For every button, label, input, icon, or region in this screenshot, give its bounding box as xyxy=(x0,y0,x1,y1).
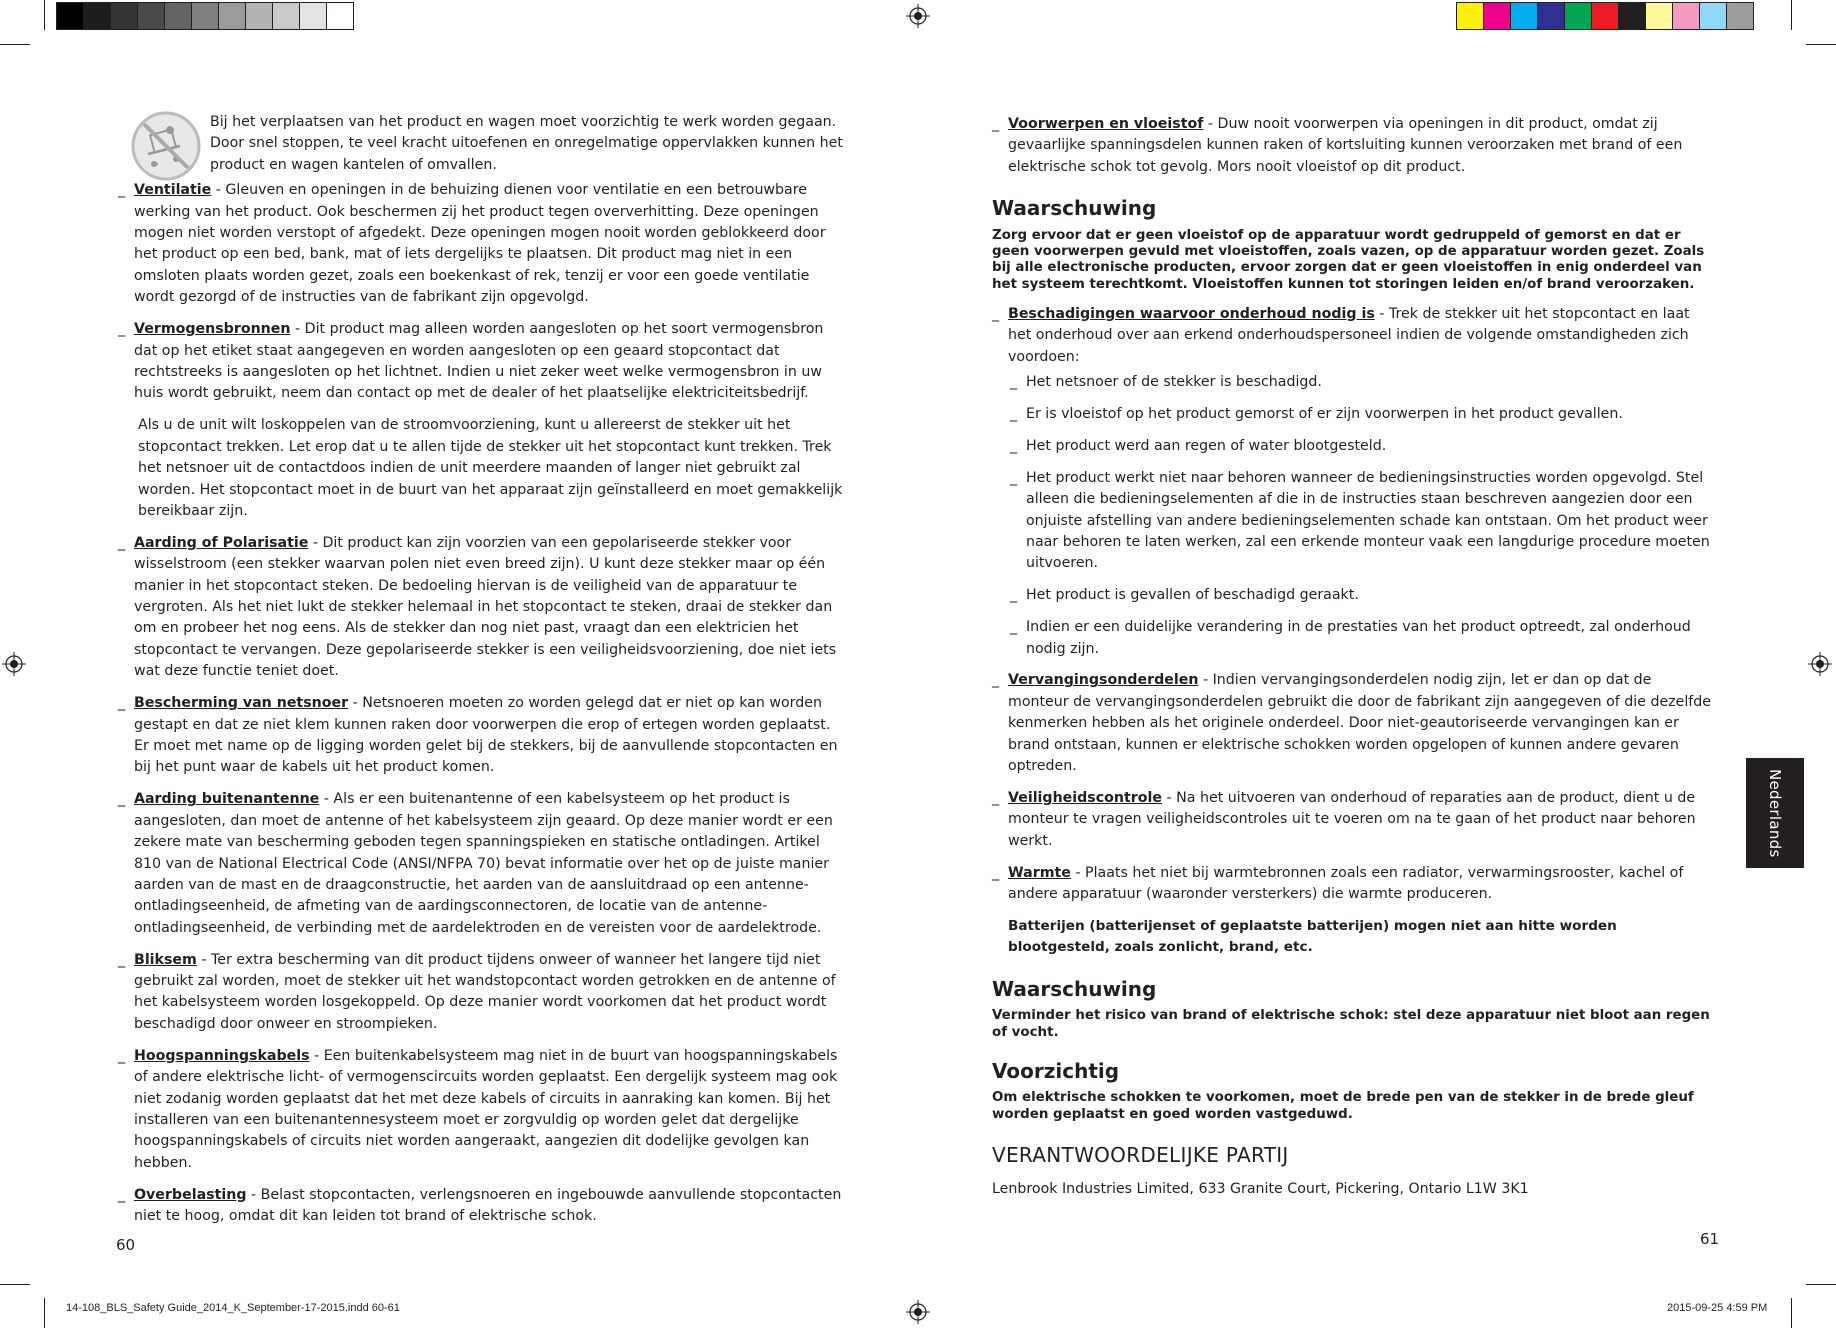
item-text: - Dit product kan zijn voorzien van een gepolariseerde stekker voor wisselstroom (een stekker waarvan polen niet even breed zijn). U kunt deze stekker maar op één manier in het stopcontact steken. De bedoeling hiervan is de veiligheid van de apparatuur te vergroten. Als het niet lukt de stekker helemaal in het stopcontact te steken, draai de stekker dan om en probeer het nog eens. Als de stekker dan nog niet past, vraagt dan een elektricien het stopcontact te vervangen. Deze gepolariseerde stekker is een veiligheidsvoorziening, doe niet iets wat deze functie teniet doet. xyxy=(134,534,837,680)
gray-swatch xyxy=(272,2,300,30)
gray-swatch xyxy=(299,2,327,30)
warning-text: Verminder het risico van brand of elektrische schok: stel deze apparatuur niet bloot aan regen of vocht. xyxy=(992,1008,1710,1040)
color-swatch xyxy=(1726,2,1754,30)
item-term: Aarding buitenantenne xyxy=(134,791,320,808)
item-term: Hoogspanningskabels xyxy=(134,1047,310,1064)
list-item: _ Bliksem - Ter extra bescherming van dit product tijdens onweer of wanneer het langere tijd niet gebruikt zal worden, moet de stekker uit het wandstopcontact worden getrokken en de antenne of het kabelsysteem worden losgekoppeld. Op deze manier wordt voorkomen dat het product wordt beschadigd door onweer en stroompieken. xyxy=(118,951,836,1032)
caution-heading: Voorzichtig xyxy=(992,1059,1120,1084)
gray-swatch xyxy=(164,2,192,30)
sub-list-item: _ Er is vloeistof op het product gemorst of er zijn voorwerpen in het product gevallen. xyxy=(1010,405,1623,422)
item-term: Ventilatie xyxy=(134,182,212,199)
unplug-note: Als u de unit wilt loskoppelen van de stroomvoorziening, kunt u allereerst de stekker uit het stopcontact trekken. Let erop dat u te allen tijde de stekker uit het stopcontact kunt trekken. Trek het netsnoer uit de contactdoos indien de unit meerdere maanden of langer niet gebruikt zal worden. Het stopcontact moet in de buurt van het apparaat zijn geïnstalleerd en moet gemakkelijk bereikbaar zijn. xyxy=(138,417,843,519)
item-term: Warmte xyxy=(1008,864,1071,881)
crop-mark xyxy=(44,1298,45,1328)
sub-list-item: _ Het product werkt niet naar behoren wanneer de bedieningsinstructies worden opgevolgd. Stel alleen die bedieningselementen af die in de instructies staan beschreven aangezien door een onjuiste afstelling van andere bedieningselementen schade kan ontstaan. Om het product weer naar behoren te laten werken, zal een erkende monteur vaak een langdurige procedure moeten uitvoeren. xyxy=(1010,469,1710,572)
gray-swatch xyxy=(83,2,111,30)
sub-list-item: _ Het product werd aan regen of water blootgesteld. xyxy=(1010,437,1387,454)
slug-date: 2015-09-25 4:59 PM xyxy=(1667,1302,1768,1314)
warning-text: Zorg ervoor dat er geen vloeistof op de apparatuur wordt gedruppeld of gemorst en dat er geen voorwerpen gevuld met vloeistoffen, zoals vazen, op de apparatuur worden gezet. Zoals bij alle electronische producten, ervoor zorgen dat er geen vloeistoffen in enig onderdeel van het systeem terechtkomt. Vloeistoffen kunnen tot storingen leiden en/of brand veroorzaken. xyxy=(992,227,1705,292)
gray-swatch xyxy=(56,2,84,30)
color-swatch xyxy=(1537,2,1565,30)
item-term: Overbelasting xyxy=(134,1186,247,1203)
item-text: - Belast stopcontacten, verlengsnoeren en ingebouwde aanvullende stopcontacten niet te hoog, omdat dit kan leiden tot brand of elektrische schok. xyxy=(134,1186,842,1225)
sub-list-item: _ Het product is gevallen of beschadigd geraakt. xyxy=(1010,587,1359,604)
caution-text: Om elektrische schokken te voorkomen, moet de brede pen van de stekker in de brede gleuf worden geplaatst en goed worden vastgeduwd. xyxy=(992,1090,1694,1122)
crop-mark xyxy=(1806,1284,1836,1285)
item-text: - Ter extra bescherming van dit product tijdens onweer of wanneer het langere tijd niet gebruikt zal worden, moet de stekker uit het wandstopcontact worden getrokken en de antenne of het kabelsysteem worden losgekoppeld. Op deze manier wordt voorkomen dat het product wordt beschadigd door onweer en stroompieken. xyxy=(134,951,836,1032)
item-text: - Plaats het niet bij warmtebronnen zoals een radiator, verwarmingsrooster, kachel of andere apparatuur (waaronder versterkers) die warmte produceren. xyxy=(1008,864,1684,903)
list-item: _ Vermogensbronnen - Dit product mag alleen worden aangesloten op het soort vermogensbron dat op het etiket staat aangegeven en worden aangesloten op een geaard stopcontact dat rechtstreeks is aangesloten op het lichtnet. Indien u niet zeker weet welke vermogensbron in uw huis wordt gebruikt, neem dan contact op met de dealer of het plaatselijke elektriciteitsbedrijf. xyxy=(118,321,824,402)
item-term: Bescherming van netsnoer xyxy=(134,695,349,712)
gray-swatch xyxy=(137,2,165,30)
slug-filename: 14-108_BLS_Safety Guide_2014_K_September-17-2015.indd 60-61 xyxy=(66,1302,400,1314)
color-swatch xyxy=(1645,2,1673,30)
list-item: _ Warmte - Plaats het niet bij warmtebronnen zoals een radiator, verwarmingsrooster, kachel of andere apparatuur (waaronder versterkers) die warmte produceren. xyxy=(992,864,1684,903)
list-item: _ Ventilatie - Gleuven en openingen in de behuizing dienen voor ventilatie en een betrouwbare werking van het product. Ook beschermen zij het product tegen oververhitting. Deze openingen mogen niet worden verstopt of afgedekt. Deze openingen mogen nooit worden geblokkeerd door het product op een bed, bank, mat of iets dergelijks te plaatsen. Dit product mag niet in een omsloten plaats worden gezet, zoals een boekenkast of rek, tenzij er voor een goede ventilatie wordt gezorgd of de instructies van de fabrikant zijn opgevolgd. xyxy=(118,182,826,306)
gray-color-bar xyxy=(56,2,353,30)
item-term: Vervangingsonderdelen xyxy=(1008,672,1199,689)
item-text: - Een buitenkabelsysteem mag niet in de buurt van hoogspanningskabels of andere elektrische licht- of vermogenscircuits worden geplaatst. Een dergelijk systeem mag ook niet zodanig worden geplaatst dat het met deze kabels of circuits in aanraking kan komen. Bij het installeren van een buitenantennesysteem moet er zorgvuldig op worden gelet dat dergelijke hoogspanningskabels of circuits niet worden aangeraakt, aangezien dit dodelijke gevolgen kan hebben. xyxy=(134,1047,838,1171)
color-swatch xyxy=(1672,2,1700,30)
warning-heading: Waarschuwing xyxy=(992,196,1157,221)
item-text: - Indien vervangingsonderdelen nodig zijn, let er dan op dat de monteur de vervangingsonderdelen gebruikt die door de fabrikant zijn aangegeven of die dezelfde kenmerken hebben als het originele onderdeel. Door niet-geautoriseerde vervangingen kan er brand ontstaan, kunnen er elektrische schokken worden opgelopen of kunnen andere gevaren optreden. xyxy=(1008,672,1712,775)
responsible-party-address: Lenbrook Industries Limited, 633 Granite Court, Pickering, Ontario L1W 3K1 xyxy=(992,1180,1529,1197)
registration-mark-icon xyxy=(1808,652,1832,676)
gray-swatch xyxy=(245,2,273,30)
color-swatch xyxy=(1618,2,1646,30)
list-item: _ Vervangingsonderdelen - Indien vervangingsonderdelen nodig zijn, let er dan op dat de monteur de vervangingsonderdelen gebruikt die door de fabrikant zijn aangegeven of die dezelfde kenmerken hebben als het originele onderdeel. Door niet-geautoriseerde vervangingen kan er brand ontstaan, kunnen er elektrische schokken worden opgelopen of kunnen andere gevaren optreden. xyxy=(992,672,1712,775)
left-page xyxy=(118,112,843,1238)
item-term: Vermogensbronnen xyxy=(134,321,291,338)
item-term: Veiligheidscontrole xyxy=(1008,789,1163,806)
sub-list-item: _ Het netsnoer of de stekker is beschadigd. xyxy=(1010,373,1322,390)
list-item: _ Bescherming van netsnoer - Netsnoeren moeten zo worden gelegd dat er niet op kan worden gestapt en dat ze niet klem kunnen raken door voorwerpen die erop of ertegen worden geplaatst. Er moet met name op de ligging worden gelet bij de stekkers, bij de aanvullende stopcontacten en bij het punt waar de kabels uit het product komen. xyxy=(118,695,838,776)
item-term: Voorwerpen en vloeistof xyxy=(1008,116,1204,132)
list-item: _ Aarding buitenantenne - Als er een buitenantenne of een kabelsysteem op het product is aangesloten, dan moet de antenne of het kabelsysteem zijn geaard. Op deze manier wordt er een zekere mate van bescherming geboden tegen spanningspieken en statische ontladingen. Artikel 810 van de National Electrical Code (ANSI/NFPA 70) bevat informatie over het op de juiste manier aarden van de mast en de draagconstructie, het aarden van de aansluitdraad op een antenne-ontladingseenheid, de afmeting van de aardingsconnectoren, de locatie van de antenne-ontladingseenheid, de verbinding met de aardelektroden en de vereisten voor de aardelektrode. xyxy=(118,791,833,936)
sub-list-item: _ Indien er een duidelijke verandering in de prestaties van het product optreedt, zal onderhoud nodig zijn. xyxy=(1010,619,1691,657)
item-term: Beschadigingen waarvoor onderhoud nodig is xyxy=(1008,305,1375,322)
color-swatch xyxy=(1456,2,1484,30)
gray-swatch xyxy=(191,2,219,30)
process-color-bar xyxy=(1456,2,1753,30)
list-item: _ Aarding of Polarisatie - Dit product kan zijn voorzien van een gepolariseerde stekker voor wisselstroom (een stekker waarvan polen niet even breed zijn). U kunt deze stekker maar op één manier in het stopcontact steken. De bedoeling hiervan is de veiligheid van de apparatuur te vergroten. Als het niet lukt de stekker helemaal in het stopcontact te steken, draai de stekker dan om en probeer het nog eens. Als de stekker dan nog niet past, vraagt dan een elektricien het stopcontact te vervangen. Deze gepolariseerde stekker is een veiligheidsvoorziening, doe niet iets wat deze functie teniet doet. xyxy=(118,534,837,680)
item-text: - Dit product mag alleen worden aangesloten op het soort vermogensbron dat op het etiket staat aangegeven en worden aangesloten op een geaard stopcontact dat rechtstreeks is aangesloten op het lichtnet. Indien u niet zeker weet welke vermogensbron in uw huis wordt gebruikt, neem dan contact op met de dealer of het plaatselijke elektriciteitsbedrijf. xyxy=(134,321,824,402)
gray-swatch xyxy=(326,2,354,30)
crop-mark xyxy=(0,44,30,45)
gray-swatch xyxy=(218,2,246,30)
gray-swatch xyxy=(110,2,138,30)
registration-mark-icon xyxy=(906,4,930,28)
item-text: - Na het uitvoeren van onderhoud of reparaties aan de product, dient u de monteur te vragen veiligheidscontroles uit te voeren om na te gaan of het product naar behoren werkt. xyxy=(1008,789,1696,849)
list-item: _ Overbelasting - Belast stopcontacten, verlengsnoeren en ingebouwde aanvullende stopcontacten niet te hoog, omdat dit kan leiden tot brand of elektrische schok. xyxy=(118,1186,842,1225)
language-tab: Nederlands xyxy=(1746,758,1804,868)
registration-mark-icon xyxy=(906,1300,930,1324)
crop-mark xyxy=(1806,44,1836,45)
cart-warning-text: Bij het verplaatsen van het product en wagen moet voorzichtig te werk worden gegaan. Door snel stoppen, te veel kracht uitoefenen en onregelmatige oppervlakken kunnen het product en wagen kantelen of omvallen. xyxy=(210,114,843,173)
warning-heading: Waarschuwing xyxy=(992,976,1157,1001)
item-term: Bliksem xyxy=(134,951,197,968)
color-swatch xyxy=(1591,2,1619,30)
crop-mark xyxy=(1791,1298,1792,1328)
item-text: - Als er een buitenantenne of een kabelsysteem op het product is aangesloten, dan moet de antenne of het kabelsysteem zijn geaard. Op deze manier wordt er een zekere mate van bescherming geboden tegen spanningspieken en statische ontladingen. Artikel 810 van de National Electrical Code (ANSI/NFPA 70) bevat informatie over het op de juiste manier aarden van de mast en de draagconstructie, het aarden van de aansluitdraad op een antenne-ontladingseenheid, de afmeting van de aardingsconnectoren, de locatie van de antenne-ontladingseenheid, de verbinding met de aardelektroden en de vereisten voor de aardelektrode. xyxy=(134,791,833,936)
crop-mark xyxy=(0,1284,30,1285)
item-text: - Trek de stekker uit het stopcontact en laat het onderhoud over aan erkend onderhoudspersoneel indien de volgende omstandigheden zich voordoen: xyxy=(1008,305,1690,365)
list-item: _ Veiligheidscontrole - Na het uitvoeren van onderhoud of reparaties aan de product, dient u de monteur te vragen veiligheidscontroles uit te voeren om na te gaan of het product naar behoren werkt. xyxy=(992,789,1696,849)
item-term: Aarding of Polarisatie xyxy=(134,534,309,551)
right-page xyxy=(992,114,1712,1211)
list-item: _ Beschadigingen waarvoor onderhoud nodig is - Trek de stekker uit het stopcontact en laat het onderhoud over aan erkend onderhoudspersoneel indien de volgende omstandigheden zich voordoen: xyxy=(992,305,1690,365)
page-number-left: 60 xyxy=(116,1236,136,1254)
item-text: - Gleuven en openingen in de behuizing dienen voor ventilatie en een betrouwbare werking van het product. Ook beschermen zij het product tegen oververhitting. Deze openingen mogen niet worden verstopt of afgedekt. Deze openingen mogen nooit worden geblokkeerd door het product op een bed, bank, mat of iets dergelijks te plaatsen. Dit product mag niet in een omsloten plaats worden gezet, zoals een boekenkast of rek, tenzij er voor een goede ventilatie wordt gezorgd of de instructies van de fabrikant zijn opgevolgd. xyxy=(134,182,826,306)
battery-note: Batterijen (batterijenset of geplaatste batterijen) mogen niet aan hitte worden blootgesteld, zoals zonlicht, brand, etc. xyxy=(1008,918,1617,956)
item-text: - Netsnoeren moeten zo worden gelegd dat er niet op kan worden gestapt en dat ze niet klem kunnen raken door voorwerpen die erop of ertegen worden geplaatst. Er moet met name op de ligging worden gelet bij de stekkers, bij de aanvullende stopcontacten en bij het punt waar de kabels uit het product komen. xyxy=(134,695,838,776)
list-item: _ Voorwerpen en vloeistof - Duw nooit voorwerpen via openingen in dit product, omdat zij gevaarlijke spanningsdelen kunnen raken of kortsluiting kunnen veroorzaken met brand of een elektrische schok tot gevolg. Mors nooit vloeistof op dit product. xyxy=(992,116,1683,175)
crop-mark xyxy=(1791,0,1792,30)
registration-mark-icon xyxy=(2,652,26,676)
responsible-party-heading: VERANTWOORDELIJKE PARTIJ xyxy=(992,1143,1289,1168)
page-number-right: 61 xyxy=(1700,1230,1720,1248)
color-swatch xyxy=(1564,2,1592,30)
list-item: _ Hoogspanningskabels - Een buitenkabelsysteem mag niet in de buurt van hoogspanningskabels of andere elektrische licht- of vermogenscircuits worden geplaatst. Een dergelijk systeem mag ook niet zodanig worden geplaatst dat het met deze kabels of circuits in aanraking kan komen. Bij het installeren van een buitenantennesysteem moet er zorgvuldig op worden gelet dat dergelijke hoogspanningskabels of circuits niet worden aangeraakt, aangezien dit dodelijke gevolgen kan hebben. xyxy=(118,1047,838,1171)
color-swatch xyxy=(1510,2,1538,30)
item-text: - Duw nooit voorwerpen via openingen in dit product, omdat zij gevaarlijke spanningsdelen kunnen raken of kortsluiting kunnen veroorzaken met brand of een elektrische schok tot gevolg. Mors nooit vloeistof op dit product. xyxy=(1008,116,1683,175)
color-swatch xyxy=(1699,2,1727,30)
color-swatch xyxy=(1483,2,1511,30)
crop-mark xyxy=(44,0,45,30)
